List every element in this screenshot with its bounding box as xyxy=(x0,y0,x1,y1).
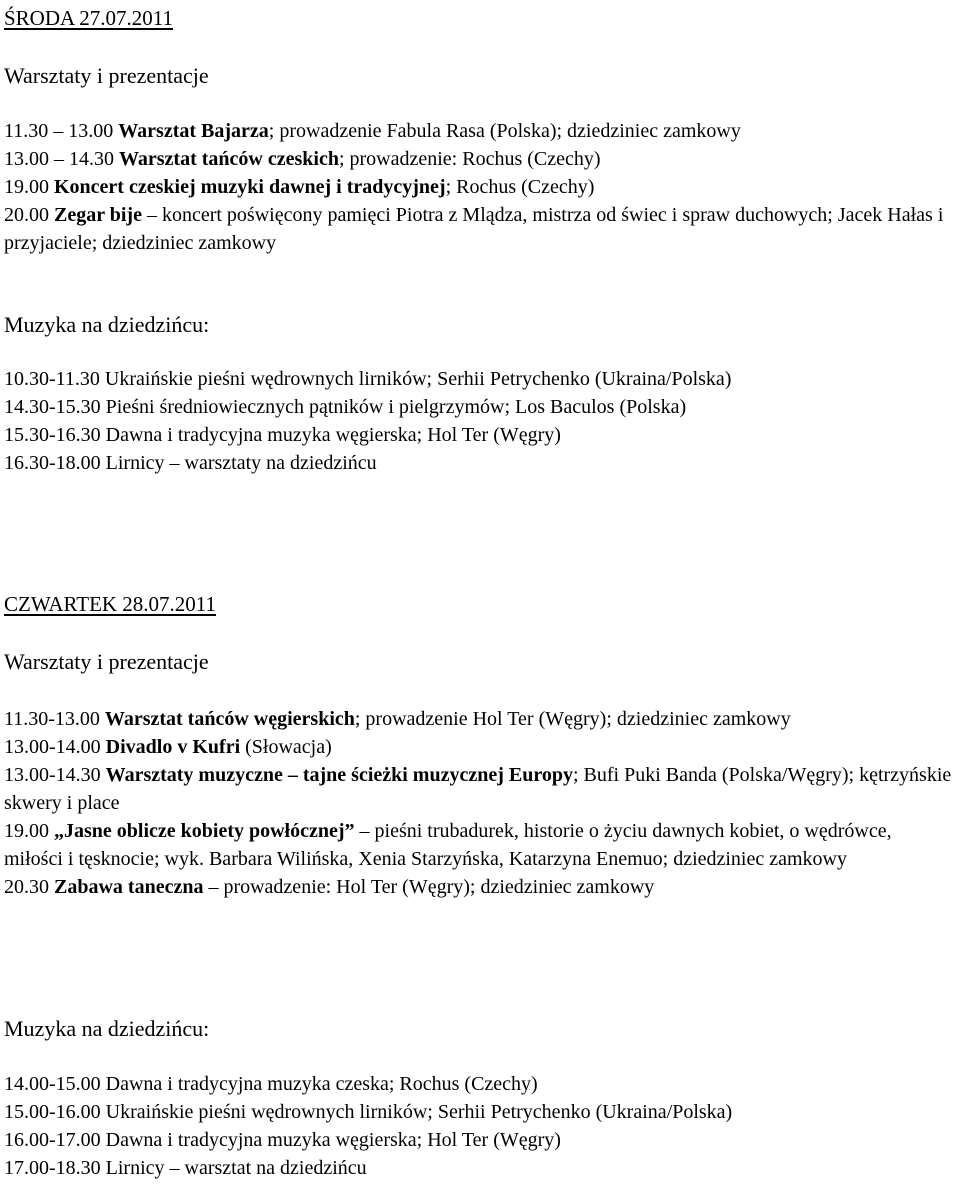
event-details: ; Rochus (Czechy) xyxy=(445,176,595,198)
workshops-list-thursday xyxy=(4,705,954,901)
event-title: Warsztat Bajarza xyxy=(118,120,269,142)
event-details: ; prowadzenie: Rochus (Czechy) xyxy=(338,148,601,170)
event-time: 13.00-14.00 xyxy=(4,736,106,758)
workshop-item xyxy=(4,873,954,901)
event-title: Zegar bije xyxy=(54,204,142,226)
event-details: – koncert poświęcony pamięci Piotra z Mlądza, mistrza od świec i spraw duchowych; Jacek Hałas i przyjaciele; dziedziniec zamkowy xyxy=(4,204,944,254)
event-details: ; prowadzenie Fabula Rasa (Polska); dziedziniec zamkowy xyxy=(268,120,741,142)
day-heading-wednesday: ŚRODA 27.07.2011 xyxy=(4,6,173,30)
event-details: (Słowacja) xyxy=(240,736,332,758)
event-title: Koncert czeskiej muzyki dawnej i tradycyjnej xyxy=(54,176,446,198)
event-title: Zabawa taneczna xyxy=(54,876,204,898)
event-time: 19.00 xyxy=(4,176,54,198)
workshop-item xyxy=(4,817,954,873)
event-details: ; Bufi Puki Banda (Polska/Węgry); kętrzyńskie skwery i place xyxy=(4,764,952,814)
music-item: 15.30-16.30 Dawna i tradycyjna muzyka węgierska; Hol Ter (Węgry) xyxy=(4,424,561,446)
music-item: 17.00-18.30 Lirnicy – warsztat na dziedzińcu xyxy=(4,1157,367,1179)
event-title: Warsztat tańców czeskich xyxy=(119,148,339,170)
music-item: 15.00-16.00 Ukraińskie pieśni wędrownych lirników; Serhii Petrychenko (Ukraina/Polska) xyxy=(4,1101,733,1123)
workshops-heading-wednesday: Warsztaty i prezentacje xyxy=(4,63,209,88)
workshop-item xyxy=(4,761,954,817)
event-title: Divadlo v Kufri xyxy=(105,736,241,758)
music-heading-wednesday: Muzyka na dziedzińcu: xyxy=(4,312,210,337)
workshop-item xyxy=(4,705,954,733)
workshop-item xyxy=(4,201,954,257)
event-details: ; prowadzenie Hol Ter (Węgry); dziedziniec zamkowy xyxy=(354,708,791,730)
event-title: „Jasne oblicze kobiety powłócznej” xyxy=(54,820,355,842)
workshops-heading-thursday: Warsztaty i prezentacje xyxy=(4,649,209,674)
event-time: 20.00 xyxy=(4,204,54,226)
event-time: 13.00-14.30 xyxy=(4,764,106,786)
music-item: 14.30-15.30 Pieśni średniowiecznych pątników i pielgrzymów; Los Baculos (Polska) xyxy=(4,396,687,418)
event-time: 19.00 xyxy=(4,820,54,842)
workshop-item xyxy=(4,173,954,201)
music-heading-thursday: Muzyka na dziedzińcu: xyxy=(4,1016,210,1041)
event-details: – pieśni trubadurek, historie o życiu dawnych kobiet, o wędrówce, miłości i tęsknocie; wyk. Barbara Wilińska, Xenia Starzyńska, Katarzyna Enemuo; dziedziniec zamkowy xyxy=(4,820,892,870)
day-heading-thursday: CZWARTEK 28.07.2011 xyxy=(4,592,217,616)
event-time: 13.00 – 14.30 xyxy=(4,148,119,170)
workshops-list-wednesday xyxy=(4,117,954,257)
event-title: Warsztat tańców węgierskich xyxy=(104,708,355,730)
music-list-wednesday xyxy=(4,365,954,477)
workshop-item xyxy=(4,733,954,761)
workshop-item xyxy=(4,145,954,173)
music-list-thursday xyxy=(4,1070,954,1182)
event-details: – prowadzenie: Hol Ter (Węgry); dziedziniec zamkowy xyxy=(203,876,655,898)
event-title: Warsztaty muzyczne – tajne ścieżki muzycznej Europy xyxy=(105,764,573,786)
music-item: 16.30-18.00 Lirnicy – warsztaty na dziedzińcu xyxy=(4,452,377,474)
event-time: 20.30 xyxy=(4,876,54,898)
music-item: 14.00-15.00 Dawna i tradycyjna muzyka czeska; Rochus (Czechy) xyxy=(4,1073,538,1095)
music-item: 16.00-17.00 Dawna i tradycyjna muzyka węgierska; Hol Ter (Węgry) xyxy=(4,1129,561,1151)
event-time: 11.30 – 13.00 xyxy=(4,120,119,142)
music-item: 10.30-11.30 Ukraińskie pieśni wędrownych lirników; Serhii Petrychenko (Ukraina/Polska) xyxy=(4,368,732,390)
event-time: 11.30-13.00 xyxy=(4,708,105,730)
workshop-item xyxy=(4,117,954,145)
